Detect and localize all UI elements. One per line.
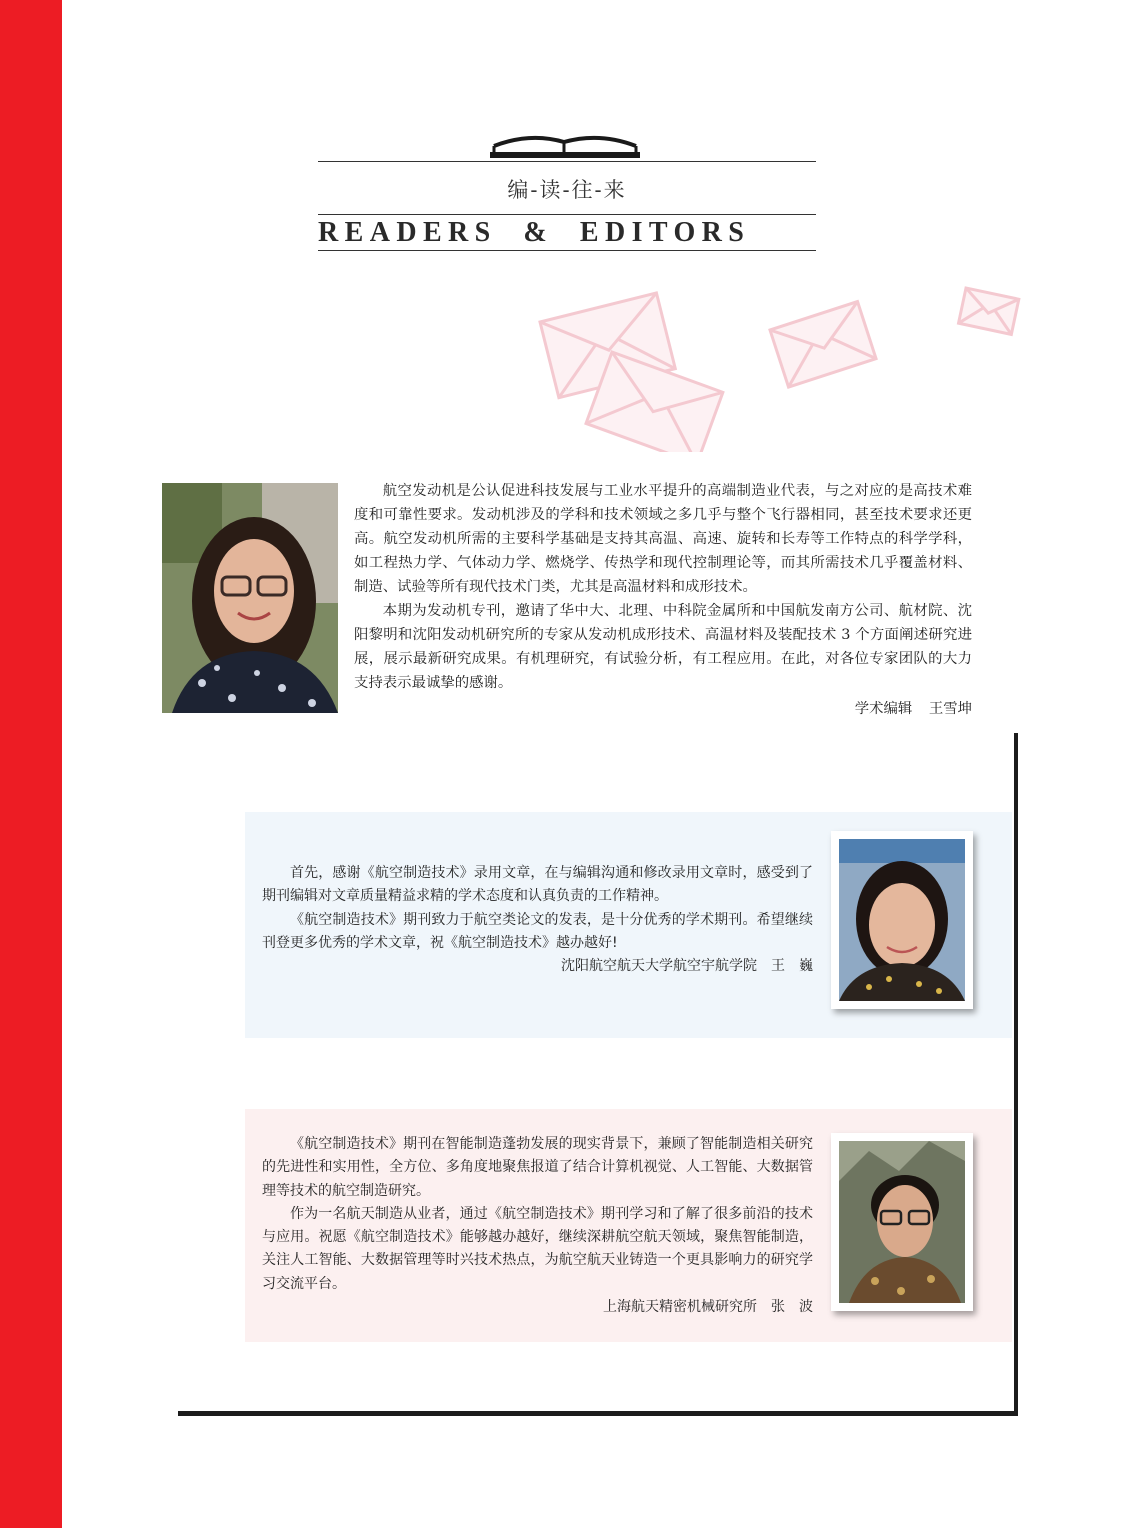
reader-paragraph: 作为一名航天制造从业者，通过《航空制造技术》期刊学习和了解了很多前沿的技术与应用。祝愿《航空制造技术》能够越办越好，继续深耕航空航天领域，聚焦智能制造，关注人工智能、大数据管理等时兴技术热点，为航空航天业铸造一个更具影响力的研究学习交流平台。 (262, 1205, 813, 1292)
frame-border-bottom (178, 1411, 1018, 1416)
reader-letter-1 (262, 862, 813, 978)
reader-photo-frame (831, 831, 973, 1009)
section-title-en: READERS & EDITORS (318, 217, 751, 248)
reader-signature: 上海航天精密机械研究所 张 波 (603, 1299, 813, 1316)
reader-paragraph: 《航空制造技术》期刊在智能制造蓬勃发展的现实背景下，兼顾了智能制造相关研究的先进性和实用性，全方位、多角度地聚焦报道了结合计算机视觉、人工智能、大数据管理等技术的航空制造研究。 (262, 1136, 813, 1199)
envelope-icon (586, 352, 723, 452)
frame-border-right (1014, 733, 1018, 1416)
editor-paragraph: 航空发动机是公认促进科技发展与工业水平提升的高端制造业代表，与之对应的是高技术难度和可靠性要求。发动机涉及的学科和技术领域之多几乎与整个飞行器相同，甚至技术要求还更高。航空发动机所需的主要科学基础是支持其高温、高速、旋转和长寿等工作特点的科学学科，如工程热力学、气体动力学、燃烧学、传热学和现代控制理论等，而其所需技术几乎覆盖材料、制造、试验等所有现代技术门类，尤其是高温材料和成形技术。 (354, 483, 972, 595)
header-rule-bottom (318, 250, 816, 251)
reader-signature: 沈阳航空航天大学航空宇航学院 王 巍 (561, 958, 813, 975)
envelope-icon (770, 302, 876, 387)
editor-photo (162, 483, 338, 713)
reader-paragraph: 《航空制造技术》期刊致力于航空类论文的发表，是十分优秀的学术期刊。希望继续刊登更多优秀的学术文章，祝《航空制造技术》越办越好! (262, 911, 813, 951)
reader-photo-1 (839, 839, 965, 1001)
reader-paragraph: 首先，感谢《航空制造技术》录用文章，在与编辑沟通和修改录用文章时，感受到了期刊编辑对文章质量精益求精的学术态度和认真负责的工作精神。 (262, 865, 813, 905)
reader-photo-frame (831, 1133, 973, 1311)
reader-letter-2 (262, 1133, 813, 1319)
editor-paragraph: 本期为发动机专刊，邀请了华中大、北理、中科院金属所和中国航发南方公司、航材院、沈阳黎明和沈阳发动机研究所的专家从发动机成形技术、高温材料及装配技术 3 个方面阐述研究进展，展示最新研究成果。有机理研究，有试验分析，有工程应用。在此，对各位专家团队的大力支持表示最诚挚的感谢。 (354, 603, 972, 691)
header-rule-middle (318, 214, 816, 215)
open-book-icon (490, 128, 640, 160)
left-accent-bar (0, 0, 62, 1528)
reader-photo-2 (839, 1141, 965, 1303)
section-title-cn: 编-读-往-来 (507, 178, 627, 202)
envelope-icon (959, 288, 1019, 334)
editor-note (354, 479, 972, 695)
editor-signature: 学术编辑 王雪坤 (854, 701, 972, 717)
header-rule-top (318, 161, 816, 162)
envelopes-decoration (530, 282, 1030, 452)
